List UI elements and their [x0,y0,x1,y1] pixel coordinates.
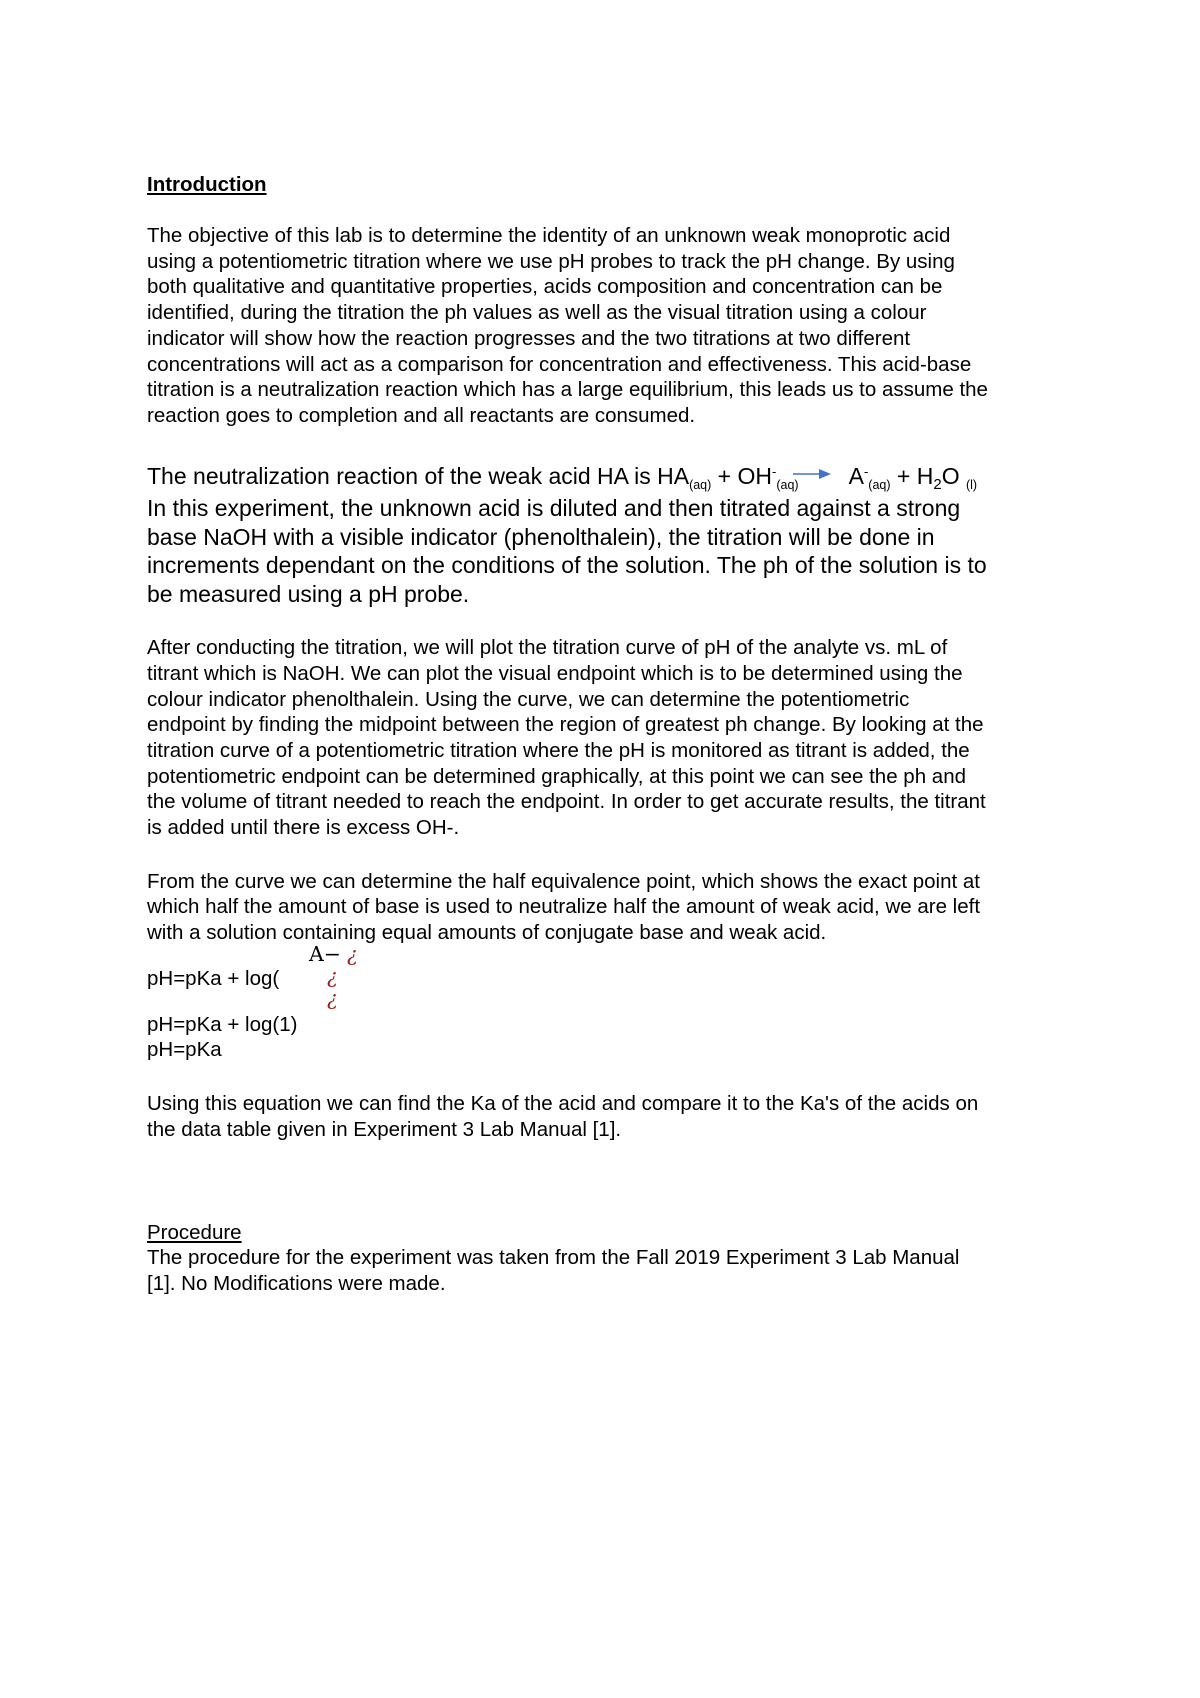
reaction-plus-oh: + OH [711,462,773,489]
intro-paragraph-1 [147,223,1077,429]
text-line: titrant which is NaOH. We can plot the visual endpoint which is to be determined using the [147,661,963,685]
text-line: the data table given in Experiment 3 Lab Manual [1]. [147,1117,622,1141]
text-line: In this experiment, the unknown acid is diluted and then titrated against a strong [147,495,961,522]
state-aq: (aq) [776,477,799,492]
text-line: concentrations will act as a comparison for concentration and effectiveness. This acid-base [147,352,972,376]
text-line: [1]. No Modifications were made. [147,1271,446,1295]
broken-glyph: ¿ [327,985,338,1010]
state-aq: (aq) [689,477,712,492]
text-line: reaction goes to completion and all reactants are consumed. [147,403,696,427]
procedure-paragraph [147,1245,1077,1296]
subscript-two: 2 [933,475,942,493]
state-aq: (aq) [868,477,891,492]
broken-glyph: ¿ [327,963,338,988]
charge-minus: - [863,463,869,479]
reaction-o: O [941,462,966,489]
text-line: using a potentiometric titration where we use pH probes to track the pH change. By using [147,249,955,273]
equation-line-2: pH=pKa + log(1) [147,1012,298,1036]
text-line: base NaOH with a visible indicator (phenolthalein), the titration will be done in [147,523,935,550]
fraction-numerator: A− [309,941,341,966]
text-line: After conducting the titration, we will plot the titration curve of pH of the analyte vs. mL of [147,636,948,660]
equation-line-1: pH=pKa + log( [147,966,280,990]
text-line: potentiometric endpoint can be determined graphically, at this point we can see the ph and [147,764,966,788]
intro-paragraph-2 [147,494,1077,608]
procedure-heading: Procedure [147,1221,242,1245]
text-line: be measured using a pH probe. [147,580,470,607]
reaction-product-a: A [848,462,864,489]
text-line: Using this equation we can find the Ka of the acid and compare it to the Ka's of the acids on [147,1091,979,1115]
text-line: increments dependant on the conditions of the solution. The ph of the solution is to [147,552,987,579]
text-line: titration curve of a potentiometric titration where the pH is monitored as titrant is added, the [147,738,970,762]
broken-glyph: ¿ [347,941,358,966]
text-line: colour indicator phenolthalein. Using the curve, we can determine the potentiometric [147,687,910,711]
text-line: the volume of titrant needed to reach the endpoint. In order to get accurate results, the titrant [147,790,986,814]
text-line: is added until there is excess OH-. [147,816,460,840]
document-content [147,172,1077,1297]
text-line: From the curve we can determine the half equivalence point, which shows the exact point at [147,869,980,893]
introduction-heading: Introduction [147,173,267,196]
charge-minus: - [772,463,777,479]
intro-paragraph-4 [147,869,1077,946]
text-line: both qualitative and quantitative properties, acids composition and concentration can be [147,275,943,299]
text-line: identified, during the titration the ph values as well as the visual titration using a colour [147,301,927,325]
state-l: (l) [965,477,978,492]
text-line: titration is a neutralization reaction which has a large equilibrium, this leads us to assume the [147,378,988,402]
reaction-lead: The neutralization reaction of the weak acid HA is HA [147,462,690,489]
reaction-plus-h: + H [890,462,934,489]
text-line: endpoint by finding the midpoint between the region of greatest ph change. By looking at the [147,713,984,737]
intro-paragraph-5 [147,1091,1077,1142]
text-line: which half the amount of base is used to neutralize half the amount of weak acid, we are left [147,895,981,919]
reaction-equation [147,462,1077,495]
text-line: The procedure for the experiment was taken from the Fall 2019 Experiment 3 Lab Manual [147,1246,960,1270]
henderson-equation [147,941,1077,1061]
intro-paragraph-3 [147,635,1077,841]
text-line: The objective of this lab is to determine the identity of an unknown weak monoprotic acid [147,224,951,247]
equation-line-3: pH=pKa [147,1037,222,1061]
text-line: indicator will show how the reaction progresses and the two titrations at two different [147,326,911,350]
text-line: with a solution containing equal amounts of conjugate base and weak acid. [147,921,827,945]
